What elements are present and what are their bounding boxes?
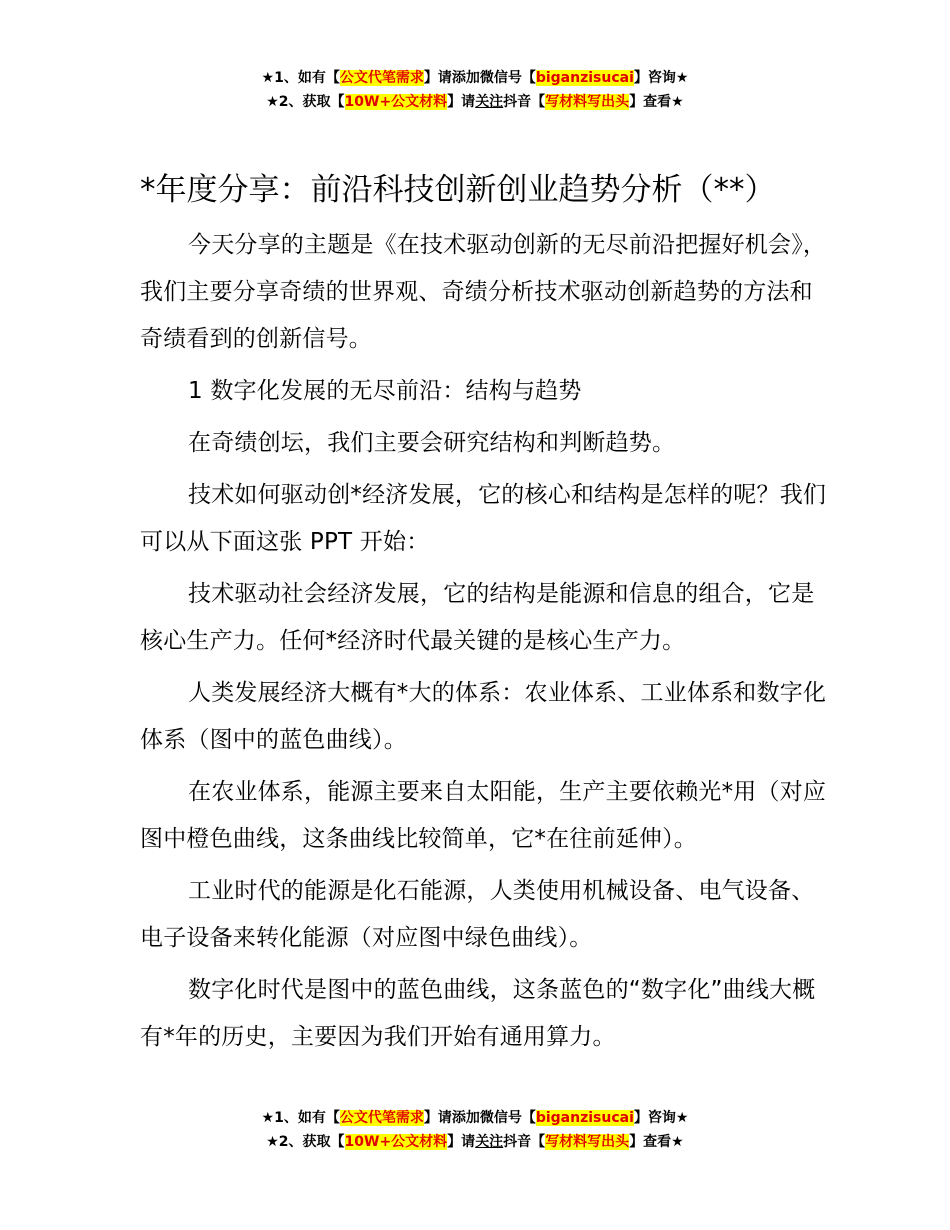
banner-underlined: 关注: [475, 94, 504, 110]
banner-text: ★2、获取【: [266, 94, 345, 110]
banner-text: ★1、如有【: [261, 1110, 340, 1126]
banner-line-1: [0, 1106, 950, 1130]
paragraph: 在农业体系，能源主要来自太阳能，生产主要依赖光*用（对应图中橙色曲线，这条曲线比较简单，它*在往前延伸）。: [140, 779, 827, 852]
paragraph: 技术驱动社会经济发展，它的结构是能源和信息的组合，它是核心生产力。任何*经济时代最关键的是核心生产力。: [140, 581, 815, 654]
document-body: [140, 222, 830, 1066]
banner-text: 】请: [447, 1134, 476, 1150]
banner-highlight: 10W+公文材料: [344, 94, 448, 110]
banner-text: 抖音【: [503, 94, 546, 110]
banner-text: 抖音【: [503, 1134, 546, 1150]
banner-text: 】请添加微信号【: [423, 70, 536, 86]
document-title: *年度分享：前沿科技创新创业趋势分析（**）: [140, 172, 776, 208]
banner-highlight: 10W+公文材料: [344, 1134, 448, 1150]
footer-banner: [0, 1106, 950, 1154]
banner-text: 】请添加微信号【: [423, 1110, 536, 1126]
banner-text: 】查看★: [629, 1134, 684, 1150]
paragraph: 技术如何驱动创*经济发展，它的核心和结构是怎样的呢？我们可以从下面这张 PPT 开始：: [140, 482, 827, 555]
header-banner: [0, 66, 950, 114]
paragraph: 人类发展经济大概有*大的体系：农业体系、工业体系和数字化体系（图中的蓝色曲线）。: [140, 680, 827, 753]
banner-highlight: biganzisucai: [535, 70, 634, 86]
banner-highlight: biganzisucai: [535, 1110, 634, 1126]
banner-underlined: 关注: [475, 1134, 504, 1150]
paragraph: 工业时代的能源是化石能源，人类使用机械设备、电气设备、电子设备来转化能源（对应图中绿色曲线）。: [140, 878, 815, 951]
banner-line-2: [0, 1130, 950, 1154]
banner-line-2: [0, 90, 950, 114]
banner-highlight: 公文代笔需求: [339, 1110, 424, 1126]
banner-highlight: 写材料写出头: [545, 94, 630, 110]
banner-text: 】咨询★: [633, 1110, 689, 1126]
banner-highlight: 写材料写出头: [545, 1134, 630, 1150]
banner-text: ★1、如有【: [261, 70, 340, 86]
banner-text: 】查看★: [629, 94, 684, 110]
banner-highlight: 公文代笔需求: [339, 70, 424, 86]
paragraph: 今天分享的主题是《在技术驱动创新的无尽前沿把握好机会》，我们主要分享奇绩的世界观、奇绩分析技术驱动创新趋势的方法和奇绩看到的创新信号。: [140, 232, 827, 352]
banner-line-1: [0, 66, 950, 90]
paragraph: 数字化时代是图中的蓝色曲线，这条蓝色的“数字化”曲线大概有*年的历史，主要因为我们开始有通用算力。: [140, 977, 816, 1050]
banner-text: 】咨询★: [633, 70, 689, 86]
banner-text: 】请: [447, 94, 476, 110]
banner-text: ★2、获取【: [266, 1134, 345, 1150]
section-heading: 1 数字化发展的无尽前沿：结构与趋势: [188, 378, 582, 404]
paragraph: 在奇绩创坛，我们主要会研究结构和判断趋势。: [188, 430, 676, 456]
